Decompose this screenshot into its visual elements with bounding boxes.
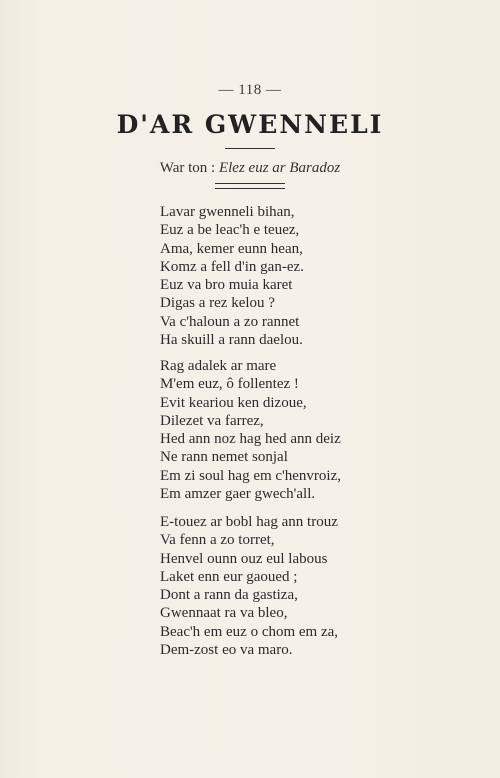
verse-line: Em amzer gaer gwech'all.	[160, 486, 316, 503]
verse-line: Lavar gwenneli bihan,	[160, 204, 295, 220]
poem-title: D'AR GWENNELI	[116, 110, 384, 139]
verse-line: Komz a fell d'in gan-ez.	[160, 258, 304, 275]
verse-line: Va c'haloun a zo rannet	[160, 313, 300, 330]
verse-line: Dilezet va farrez,	[160, 412, 264, 429]
verse-line: Dont a rann da gastiza,	[160, 587, 298, 604]
verse-line: Va fenn a zo torret,	[160, 532, 275, 549]
verse-line: M'em euz, ô follentez !	[160, 376, 299, 393]
title-rule	[225, 148, 275, 149]
verse-line: Ne rann nemet sonjal	[160, 449, 288, 466]
tune-name: Elez euz ar Baradoz	[218, 160, 341, 176]
stanza-3	[160, 513, 338, 659]
subtitle-double-rule	[215, 183, 285, 189]
verse-line: Dem-zost eo va maro.	[160, 642, 293, 659]
tune-prefix: War ton :	[159, 160, 219, 176]
verse-line: Henvel ounn ouz eul labous	[160, 550, 328, 567]
verse-line: Gwennaat ra va bleo,	[160, 605, 288, 622]
tune-subtitle	[0, 160, 500, 177]
verse-line: Euz va bro muia karet	[160, 277, 293, 294]
verse-line: Beac'h em euz o chom em za,	[160, 623, 339, 640]
verse-line: Rag adalek ar mare	[160, 358, 277, 374]
verse-line: Digas a rez kelou ?	[160, 295, 275, 312]
stanza-1	[160, 203, 304, 349]
verse-line: Euz a be leac'h e teuez,	[160, 222, 300, 239]
page-number: — 118 —	[218, 82, 282, 98]
verse-line: Laket enn eur gaoued ;	[160, 568, 298, 585]
verse-line: E-touez ar bobl hag ann trouz	[160, 514, 338, 530]
verse-line: Hed ann noz hag hed ann deiz	[160, 431, 341, 448]
stanza-2	[160, 357, 341, 503]
verse-line: Ama, kemer eunn hean,	[160, 240, 303, 257]
verse-line: Evit keariou ken dizoue,	[160, 394, 307, 411]
verse-line: Em zi soul hag em c'henvroiz,	[160, 467, 341, 484]
verse-line: Ha skuill a rann daelou.	[160, 332, 303, 349]
